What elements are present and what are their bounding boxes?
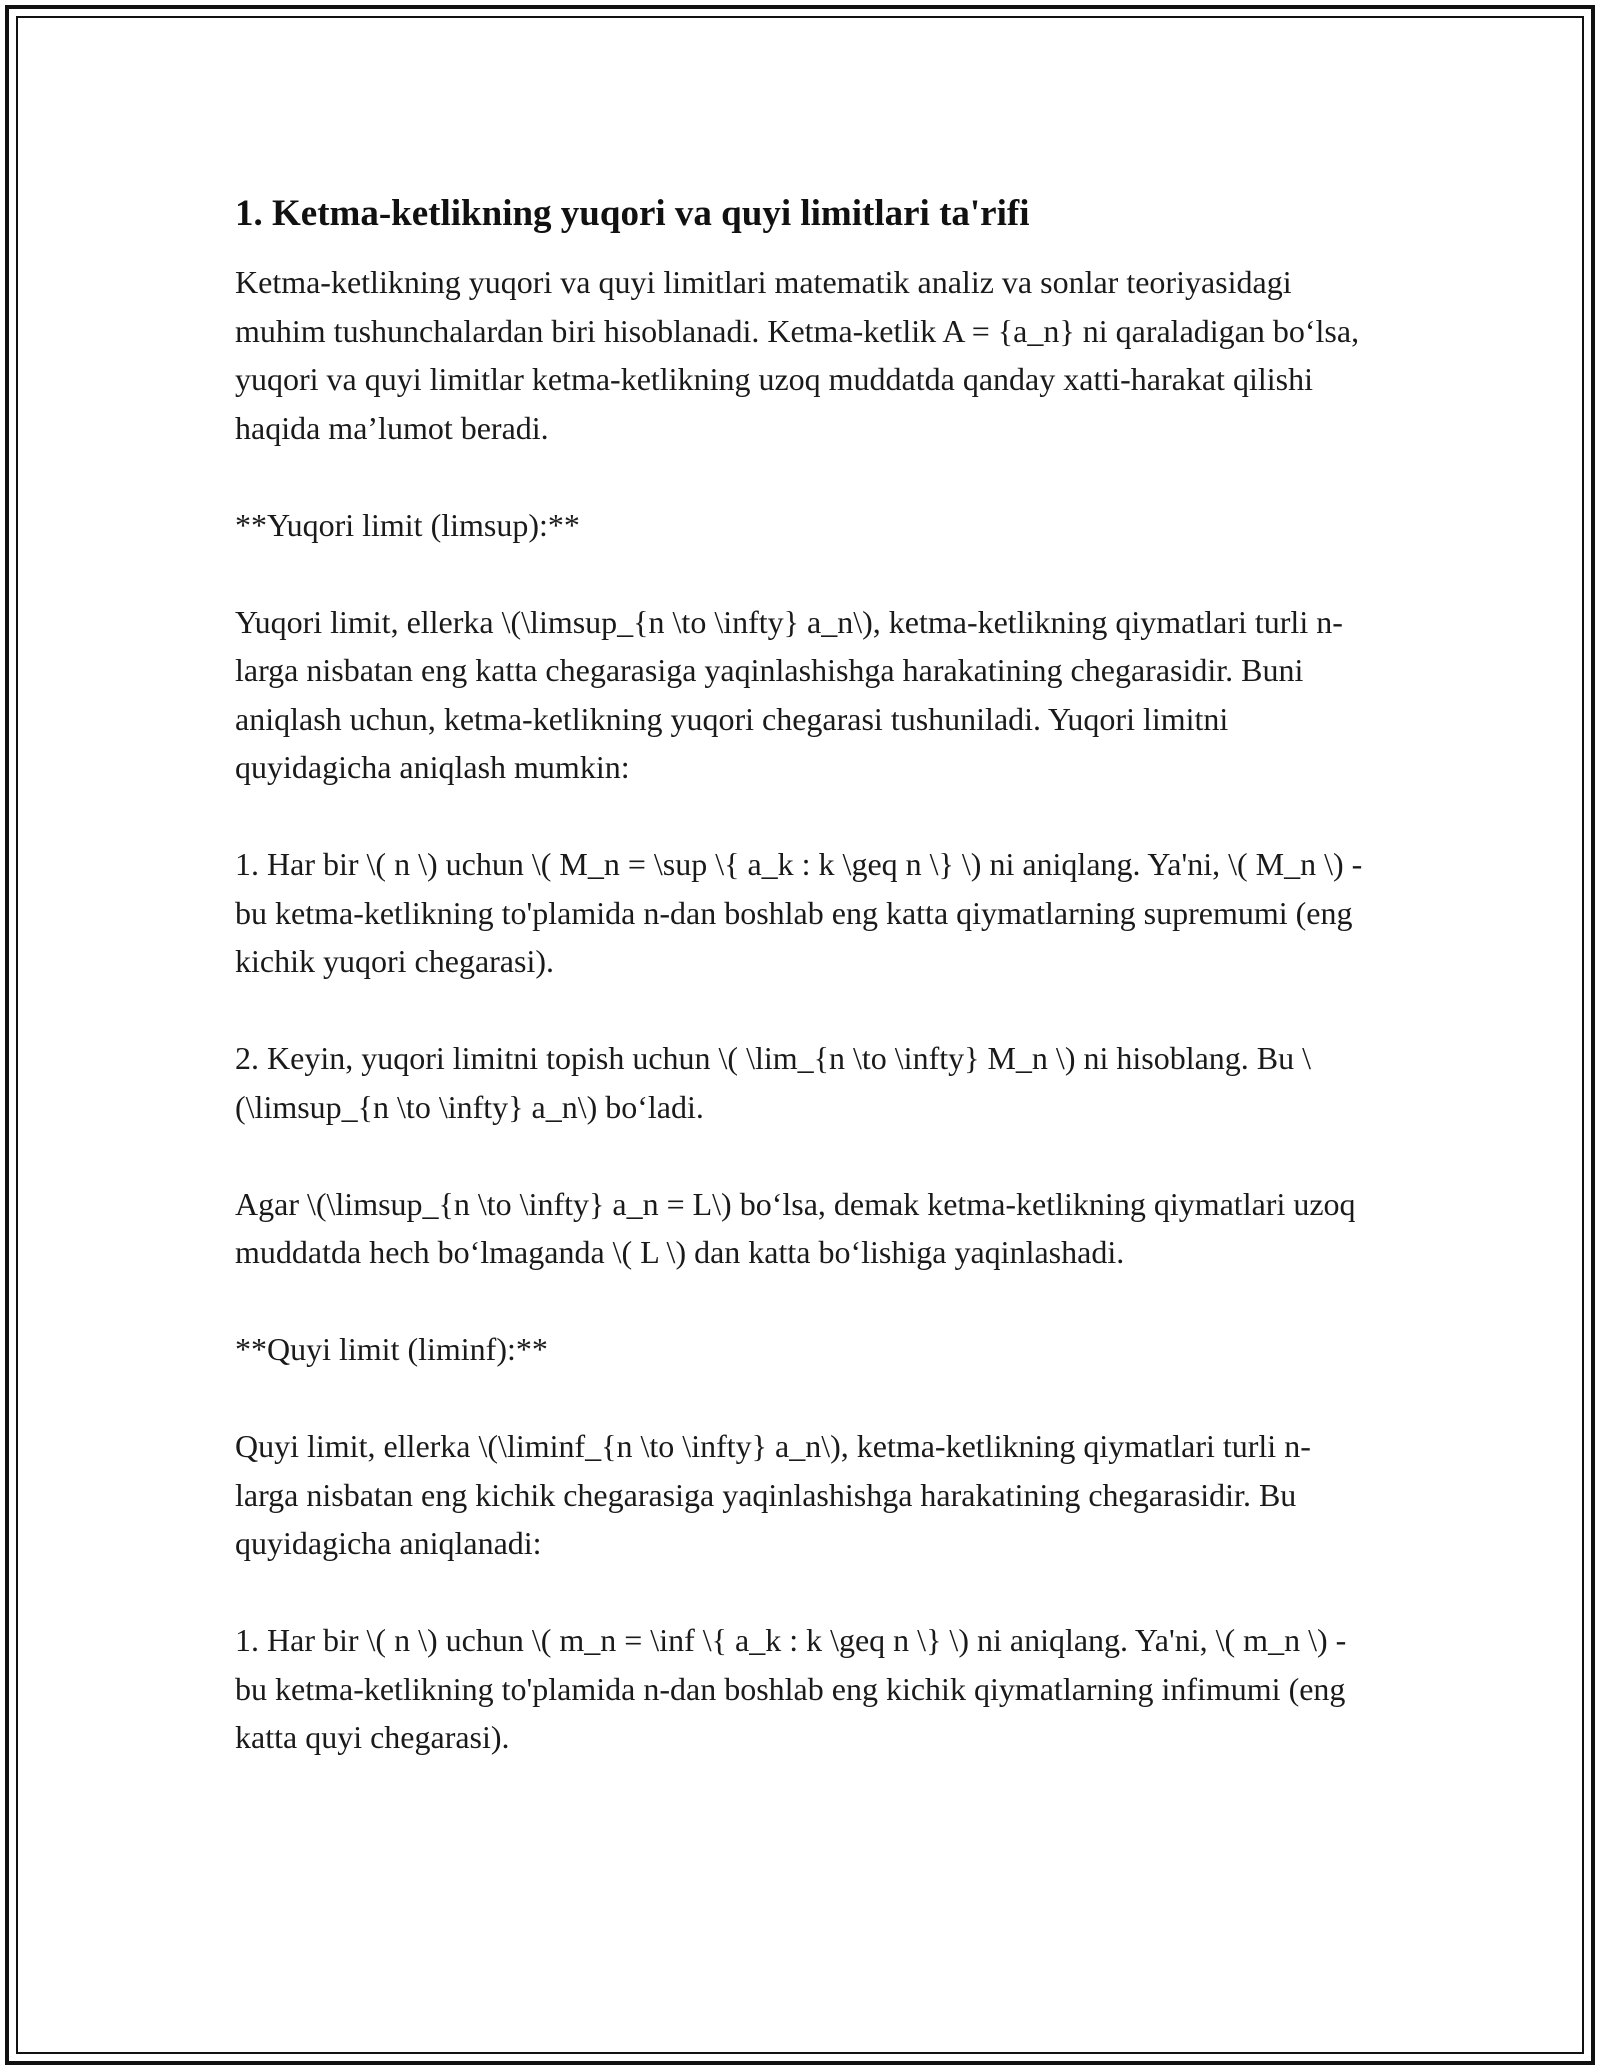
limsup-definition: Yuqori limit, ellerka \(\limsup_{n \to \infty} a_n\), ketma-ketlikning qiymatlari turli n-larga nisbatan eng katta chegarasiga yaqinlashishga harakatining chegarasidir. Buni aniqlash uchun, ketma-ketlikning yuqori chegarasi tushuniladi. Yuqori limitni quyidagicha aniqlash mumkin: <box>235 603 1343 785</box>
liminf-step-1: 1. Har bir \( n \) uchun \( m_n = \inf \{ a_k : k \geq n \} \) ni aniqlang. Ya'ni, \( m_n \) - bu ketma-ketlikning to'plamida n-dan boshlab eng kichik qiymatlarning infimumi (eng katta quyi chegarasi). <box>235 1622 1347 1755</box>
limsup-step-2: 2. Keyin, yuqori limitni topish uchun \( \lim_{n \to \infty} M_n \) ni hisoblang. Bu \(\limsup_{n \to \infty} a_n\) bo‘ladi. <box>235 1040 1312 1125</box>
intro-paragraph: Ketma-ketlikning yuqori va quyi limitlari matematik analiz va sonlar teoriyasidagi muhim tushunchalardan biri hisoblanadi. Ketma-ketlik A = {a_n} ni qaraladigan bo‘lsa, yuqori va quyi limitlar ketma-ketlikning uzoq muddatda qanday xatti-harakat qilishi haqida ma’lumot beradi. <box>235 264 1360 446</box>
liminf-heading: **Quyi limit (liminf):** <box>235 1331 548 1367</box>
liminf-definition: Quyi limit, ellerka \(\liminf_{n \to \infty} a_n\), ketma-ketlikning qiymatlari turli n-larga nisbatan eng kichik chegarasiga yaqinlashishga harakatining chegarasidir. Bu quyidagicha aniqlanadi: <box>235 1428 1311 1561</box>
limsup-conclusion: Agar \(\limsup_{n \to \infty} a_n = L\) bo‘lsa, demak ketma-ketlikning qiymatlari uzoq muddatda hech bo‘lmaganda \( L \) dan katta bo‘lishiga yaqinlashadi. <box>235 1185 1356 1270</box>
document-title: 1. Ketma-ketlikning yuqori va quyi limitlari ta'rifi <box>235 193 1030 234</box>
document-body <box>235 188 1365 1810</box>
limsup-heading: **Yuqori limit (limsup):** <box>235 506 580 543</box>
limsup-step-1: 1. Har bir \( n \) uchun \( M_n = \sup \{ a_k : k \geq n \} \) ni aniqlang. Ya'ni, \( M_n \) - bu ketma-ketlikning to'plamida n-dan boshlab eng katta qiymatlarning supremumi (eng kichik yuqori chegarasi). <box>235 846 1363 979</box>
